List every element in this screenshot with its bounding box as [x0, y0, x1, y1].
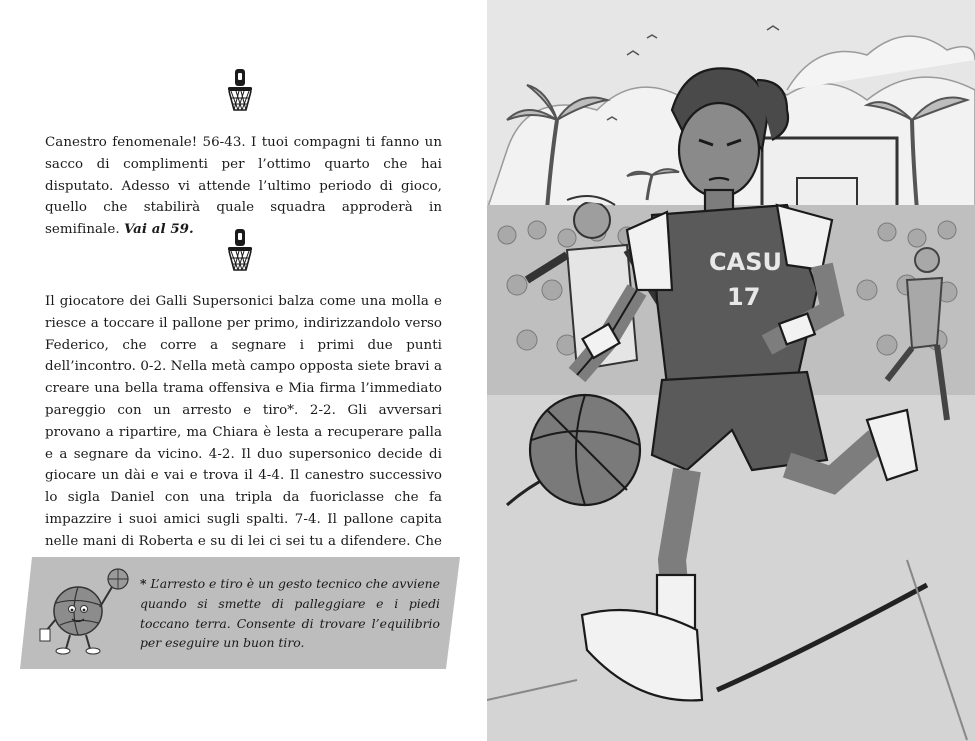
basketball-player-illustration [487, 0, 975, 741]
footnote-body: L’arresto e tiro è un gesto tecnico che avviene quando si smette di palleggiare e i piedi toccano terra. Consente di trovare l’equilibrio per eseguire un buon tiro. [140, 576, 440, 651]
illustration-page [487, 0, 975, 741]
footnote-text [140, 574, 440, 653]
paragraph-ending [45, 132, 442, 241]
footnote-star: * [140, 576, 147, 591]
basketball-hoop-icon [224, 68, 256, 118]
basketball-hoop-icon [224, 228, 256, 278]
paragraph-ending-text: Canestro fenomenale! 56-43. I tuoi compagni ti fanno un sacco di complimenti per l’ottimo quarto che hai disputato. Adesso vi attende l’ultimo periodo di gioco, quello che stabilirà quale squadra approderà in semifinale. [45, 135, 442, 238]
jersey-number: 17 [727, 283, 761, 311]
paragraph-story: Il giocatore dei Galli Supersonici balza come una molla e riesce a toccare il pallone per primo, indirizzandolo verso Federico, che corre a segnare i primi due punti dell’incontro. 0-2. Nella metà campo opposta siete bravi a creare una bella trama offensiva e Mia firma l’immediato pareggio con un arresto e tiro*. 2-2. Gli avversari provano a ripartire, ma Chiara è lesta a recuperare palla e a segnare da vicino. 4-2. Il duo supersonico decide di giocare un dài e vai e trova il 4-4. Il canestro successivo lo sigla Daniel con una tripla da fuoriclasse che fa impazzire i suoi amici sugli spalti. 7-4. Il pallone capita nelle mani di Roberta e su di lei ci sei tu a difendere. Che [45, 294, 442, 549]
jersey-text: CASU [709, 248, 782, 276]
goto-link[interactable]: Vai al 59. [123, 221, 194, 238]
left-page [0, 0, 487, 741]
